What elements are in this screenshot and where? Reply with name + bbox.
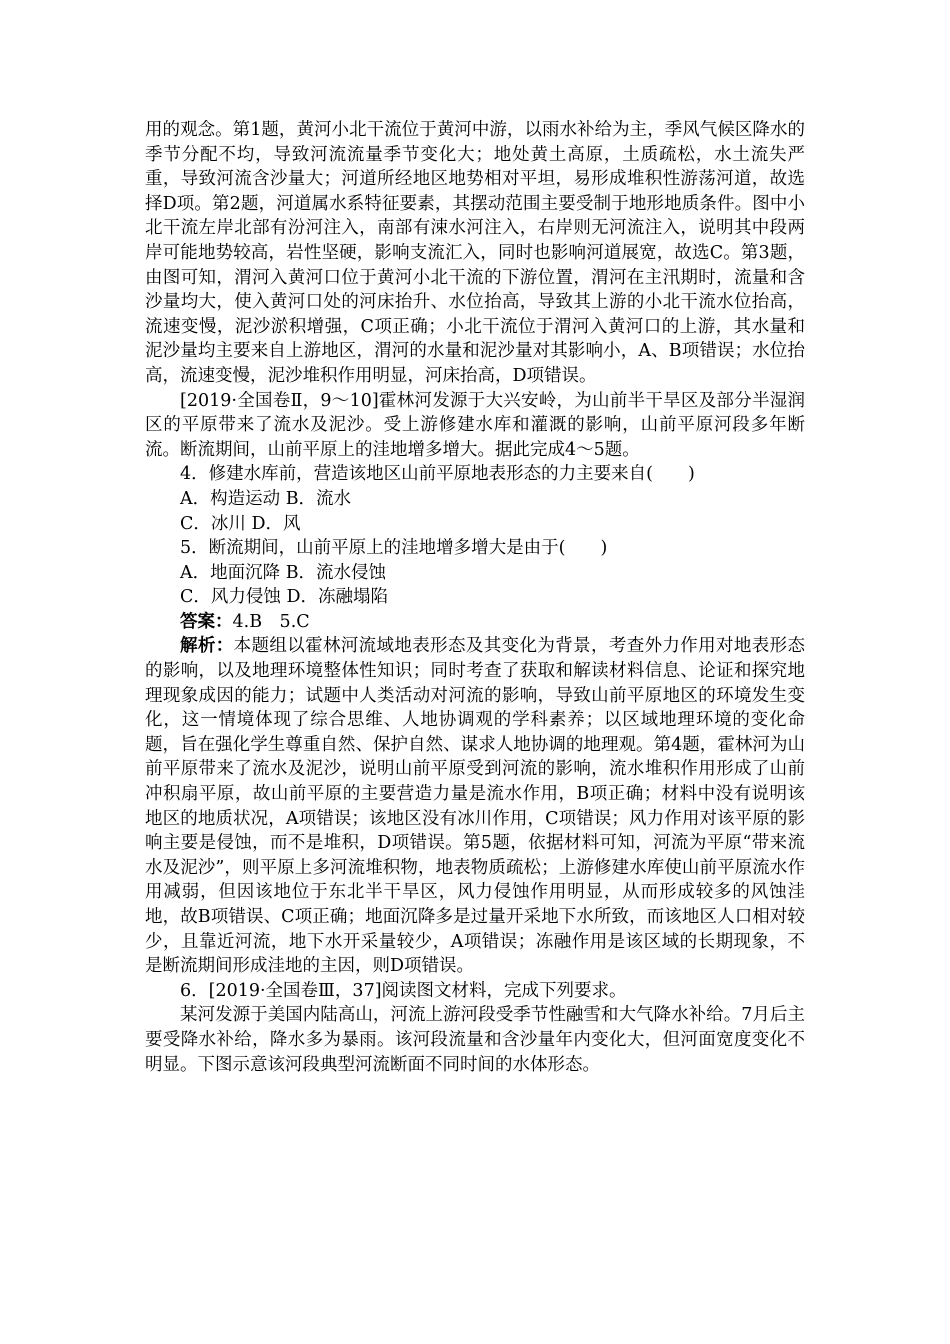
question-4-options-cd: C．冰川 D．风 [180, 513, 301, 534]
analysis-text: 本题组以霍林河流域地表形态及其变化为背景，考查外力作用对地表形态的影响，以及地理环境整体性知识；同时考查了获取和解读材料信息、论证和探究地理现象成因的能力；试题中人类活动对河流的影响，导致山前平原地区的环境发生变化，这一情境体现了综合思维、人地协调观的学科素养；以区域地理环境的变化命题，旨在强化学生尊重自然、保护自然、谋求人地协调的地理观。第4题，霍林河为山前平原带来了流水及泥沙，说明山前平原受到河流的影响，流水堆积作用形成了山前冲积扇平原，故山前平原的主要营造力量是流水作用，B项正确；材料中没有说明该地区的地质状况，A项错误；该地区没有冰川作用，C项错误；风力作用对该平原的影响主要是侵蚀，而不是堆积，D项错误。第5题，依据材料可知，河流为平原“带来流水及泥沙”，则平原上多河流堆积物，地表物质疏松；上游修建水库使山前平原流水作用减弱，但因该地位于东北半干旱区，风力侵蚀作用明显，从而形成较多的风蚀洼地，故B项错误、C项正确；地面沉降多是过量开采地下水所致，而该地区人口相对较少，且靠近河流，地下水开采量较少，A项错误；冻融作用是该区域的长期现象，不是断流期间形成洼地的主因，则D项错误。 [145, 636, 806, 977]
question-6: 6．[2019·全国卷Ⅲ，37]阅读图文材料，完成下列要求。 [180, 980, 627, 1001]
question-5-options-cd: C．风力侵蚀 D．冻融塌陷 [180, 587, 388, 608]
answer-label: 答案： [180, 611, 233, 632]
question-4: 4．修建水库前，营造该地区山前平原地表形态的力主要来自( ) [180, 464, 695, 485]
question-5: 5．断流期间，山前平原上的洼地增多增大是由于( ) [180, 538, 608, 559]
analysis-label: 解析： [180, 636, 234, 657]
paragraph-analysis-continued: 用的观念。第1题，黄河小北干流位于黄河中游，以雨水补给为主，季风气候区降水的季节分配不均，导致河流流量季节变化大；地处黄土高原，土质疏松，水土流失严重，导致河流含沙量大；河道所经地区地势相对平坦，易形成堆积性游荡河道，故选择D项。第2题，河道属水系特征要素，其摆动范围主要受制于地形地质条件。图中小北干流左岸北部有汾河注入，南部有涑水河注入，右岸则无河流注入，说明其中段两岸可能地势较高，岩性坚硬，影响支流汇入，同时也影响河道展宽，故选C。第3题，由图可知，渭河入黄河口位于黄河小北干流的下游位置，渭河在主汛期时，流量和含沙量均大，使入黄河口处的河床抬升、水位抬高，导致其上游的小北干流水位抬高，流速变慢，泥沙淤积增强，C项正确；小北干流位于渭河入黄河口的上游，其水量和泥沙量均主要来自上游地区，渭河的水量和泥沙量对其影响小，A、B项错误；水位抬高，流速变慢，泥沙堆积作用明显，河床抬高，D项错误。 [145, 120, 805, 386]
analysis-paragraph [145, 634, 805, 978]
paragraph-material-huolin-river: [2019·全国卷Ⅱ，9～10]霍林河发源于大兴安岭，为山前半干旱区及部分半湿润区的平原带来了流水及泥沙。受上游修建水库和灌溉的影响，山前平原河段多年断流。断流期间，山前平原上的洼地增多增大。据此完成4～5题。 [145, 390, 805, 460]
question-5-options-ab: A．地面沉降 B．流水侵蚀 [180, 562, 387, 583]
question-4-options-ab: A．构造运动 B．流水 [180, 488, 352, 509]
answer-line [145, 610, 805, 635]
paragraph-material-us-river: 某河发源于美国内陆高山，河流上游河段受季节性融雪和大气降水补给。7月后主要受降水补给，降水多为暴雨。该河段流量和含沙量年内变化大，但河面宽度变化不明显。下图示意该河段典型河流断面不同时间的水体形态。 [145, 1005, 805, 1075]
answer-value: 4.B 5.C [232, 611, 310, 632]
document-page [145, 118, 805, 1077]
